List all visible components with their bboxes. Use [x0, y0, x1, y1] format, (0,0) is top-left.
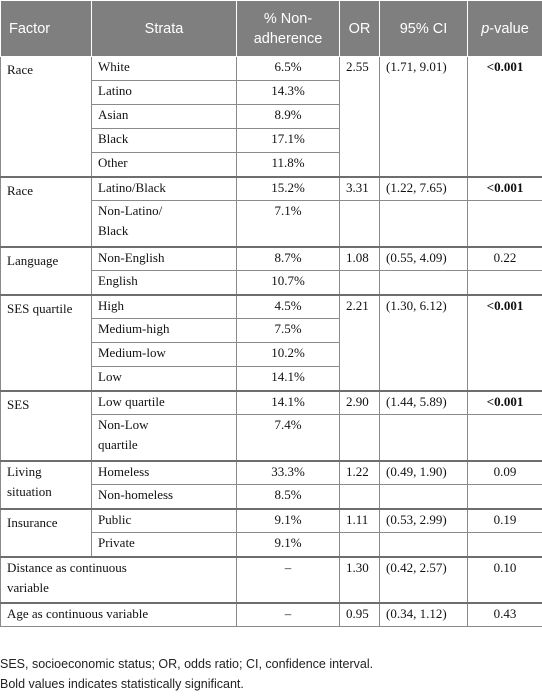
factor-cell: Living situation — [1, 461, 92, 509]
strata-cell: Non-Latino/ Black — [92, 201, 237, 247]
strata-cell: Low — [92, 367, 237, 391]
ci-cell: (1.22, 7.65) — [380, 177, 468, 201]
ci-cell: (0.49, 1.90) — [380, 461, 468, 485]
ci-cell — [380, 201, 468, 247]
p-value-cell: <0.001 — [468, 177, 542, 201]
p-value-cell: <0.001 — [468, 295, 542, 391]
header-strata: Strata — [92, 1, 237, 57]
p-value-cell — [468, 271, 542, 295]
strata-cell: Other — [92, 153, 237, 177]
header-nonadherence: % Non- adherence — [237, 1, 340, 57]
ci-cell: (1.71, 9.01) — [380, 57, 468, 177]
pct-cell: 7.1% — [237, 201, 340, 247]
table-row — [1, 557, 542, 603]
ci-cell: (0.34, 1.12) — [380, 603, 468, 627]
pct-cell: 11.8% — [237, 153, 340, 177]
ci-cell — [380, 271, 468, 295]
ci-cell — [380, 415, 468, 461]
table-row — [1, 603, 542, 627]
pct-cell: 10.2% — [237, 343, 340, 367]
pct-cell: 6.5% — [237, 57, 340, 81]
pct-cell: 10.7% — [237, 271, 340, 295]
pct-cell: 4.5% — [237, 295, 340, 319]
pct-cell: 8.9% — [237, 105, 340, 129]
table-row — [1, 57, 542, 81]
ci-cell: (0.42, 2.57) — [380, 557, 468, 603]
p-value-cell: 0.09 — [468, 461, 542, 485]
ci-cell — [380, 485, 468, 509]
factor-cell: Age as continuous variable — [1, 603, 237, 627]
ci-cell: (1.30, 6.12) — [380, 295, 468, 391]
pct-cell: 8.7% — [237, 247, 340, 271]
strata-cell: Medium-low — [92, 343, 237, 367]
strata-cell: Public — [92, 509, 237, 533]
or-cell: 2.90 — [340, 391, 380, 415]
or-cell: 1.08 — [340, 247, 380, 271]
factor-cell: Race — [1, 57, 92, 177]
table-row — [1, 391, 542, 415]
factor-cell: Distance as continuous variable — [1, 557, 237, 603]
p-value-cell — [468, 485, 542, 509]
strata-cell: Low quartile — [92, 391, 237, 415]
pct-cell: 33.3% — [237, 461, 340, 485]
or-cell: 2.21 — [340, 295, 380, 391]
or-cell: 0.95 — [340, 603, 380, 627]
pct-cell: 7.5% — [237, 319, 340, 343]
factor-cell: Race — [1, 177, 92, 247]
or-cell — [340, 533, 380, 557]
table-row — [1, 461, 542, 485]
or-cell: 2.55 — [340, 57, 380, 177]
pct-cell: 14.1% — [237, 367, 340, 391]
factor-cell: SES quartile — [1, 295, 92, 391]
ci-cell: (0.55, 4.09) — [380, 247, 468, 271]
pct-cell: – — [237, 603, 340, 627]
pct-cell: 17.1% — [237, 129, 340, 153]
ci-cell: (0.53, 2.99) — [380, 509, 468, 533]
or-cell — [340, 201, 380, 247]
pct-cell: 9.1% — [237, 533, 340, 557]
table-row — [1, 509, 542, 533]
strata-cell: White — [92, 57, 237, 81]
table-footnotes — [0, 654, 542, 694]
pct-cell: 14.3% — [237, 81, 340, 105]
factor-cell: SES — [1, 391, 92, 461]
p-value-cell: 0.19 — [468, 509, 542, 533]
p-value-cell: 0.10 — [468, 557, 542, 603]
header-or: OR — [340, 1, 380, 57]
or-cell: 3.31 — [340, 177, 380, 201]
strata-cell: Private — [92, 533, 237, 557]
p-value-cell — [468, 415, 542, 461]
strata-cell: Black — [92, 129, 237, 153]
header-p-value: p-value — [468, 1, 542, 57]
strata-cell: Non-Low quartile — [92, 415, 237, 461]
strata-cell: Latino/Black — [92, 177, 237, 201]
strata-cell: Homeless — [92, 461, 237, 485]
strata-cell: Medium-high — [92, 319, 237, 343]
factor-cell: Language — [1, 247, 92, 295]
table-row — [1, 295, 542, 319]
pct-cell: 7.4% — [237, 415, 340, 461]
table-row — [1, 177, 542, 201]
p-value-cell: 0.22 — [468, 247, 542, 271]
header-factor: Factor — [1, 1, 92, 57]
strata-cell: English — [92, 271, 237, 295]
pct-cell: 8.5% — [237, 485, 340, 509]
or-cell: 1.30 — [340, 557, 380, 603]
or-cell — [340, 415, 380, 461]
strata-cell: Asian — [92, 105, 237, 129]
header-row — [1, 1, 542, 57]
pct-cell: – — [237, 557, 340, 603]
p-value-cell: 0.43 — [468, 603, 542, 627]
strata-cell: Latino — [92, 81, 237, 105]
pct-cell: 15.2% — [237, 177, 340, 201]
pct-cell: 9.1% — [237, 509, 340, 533]
p-value-cell: <0.001 — [468, 57, 542, 177]
or-cell: 1.11 — [340, 509, 380, 533]
ci-cell — [380, 533, 468, 557]
p-value-cell — [468, 201, 542, 247]
bold-values-note: Bold values indicates statistically significant. — [0, 677, 244, 691]
strata-cell: Non-homeless — [92, 485, 237, 509]
p-value-cell — [468, 533, 542, 557]
or-cell — [340, 485, 380, 509]
factor-cell: Insurance — [1, 509, 92, 557]
ci-cell: (1.44, 5.89) — [380, 391, 468, 415]
header-ci: 95% CI — [380, 1, 468, 57]
pct-cell: 14.1% — [237, 391, 340, 415]
or-cell — [340, 271, 380, 295]
abbreviations-note: SES, socioeconomic status; OR, odds ratio; CI, confidence interval. — [0, 657, 374, 671]
table-row — [1, 247, 542, 271]
strata-cell: High — [92, 295, 237, 319]
or-cell: 1.22 — [340, 461, 380, 485]
p-value-cell: <0.001 — [468, 391, 542, 415]
strata-cell: Non-English — [92, 247, 237, 271]
